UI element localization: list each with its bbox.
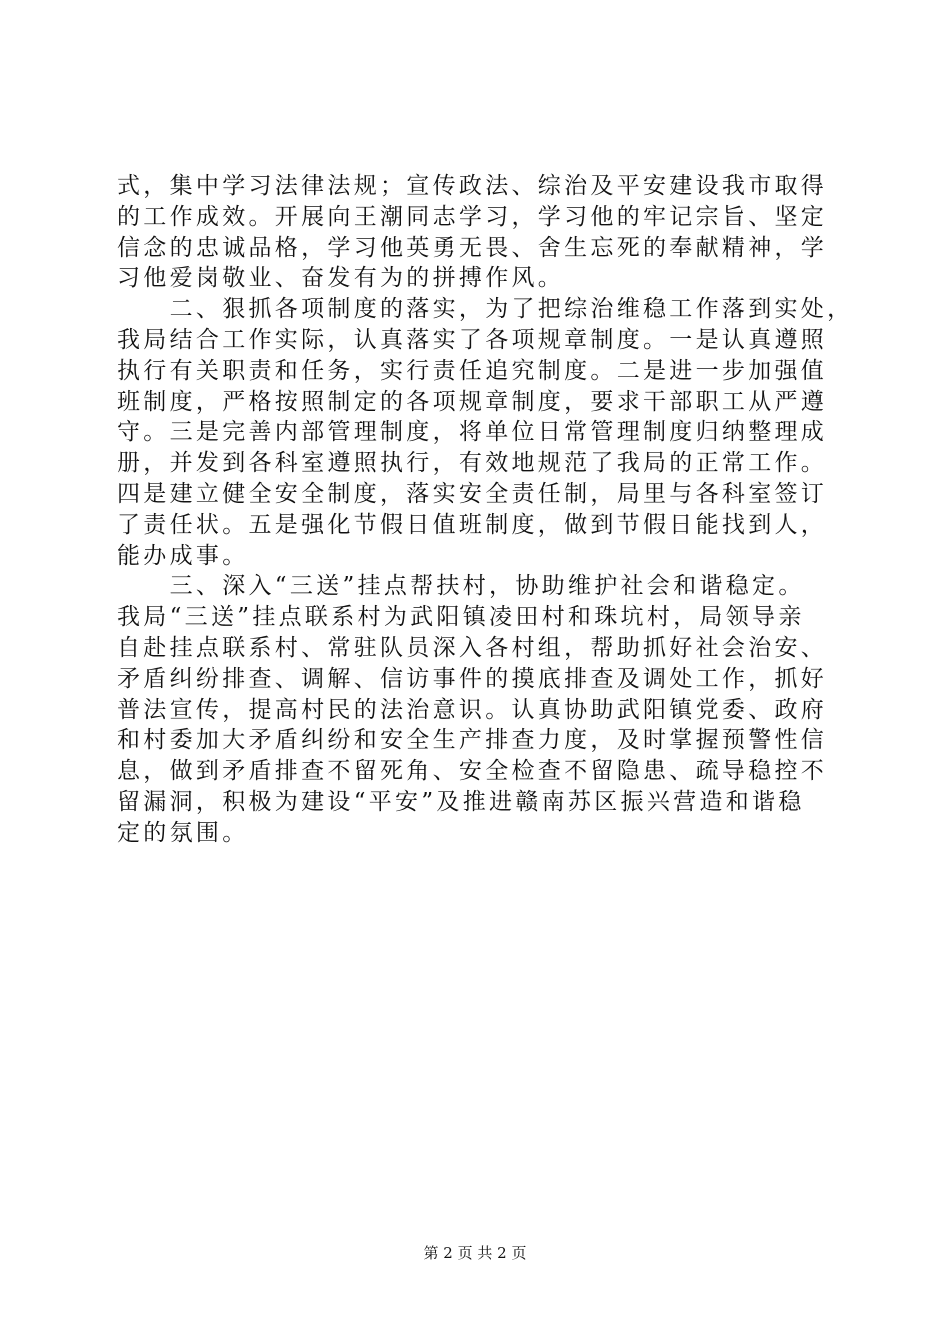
text-line: 的工作成效。开展向王潮同志学习，学习他的牢记宗旨、坚定 xyxy=(117,203,828,230)
text-line: 班制度，严格按照制定的各项规章制度，要求干部职工从严遵 xyxy=(117,388,828,415)
text-line: 我局“三送”挂点联系村为武阳镇凌田村和珠坑村，局领导亲 xyxy=(117,604,805,631)
text-line: 执行有关职责和任务，实行责任追究制度。二是进一步加强值 xyxy=(117,357,828,384)
text-line: 四是建立健全安全制度，落实安全责任制，局里与各科室签订 xyxy=(117,480,828,507)
text-line: 守。三是完善内部管理制度，将单位日常管理制度归纳整理成 xyxy=(117,419,828,446)
body-text xyxy=(117,171,854,849)
text-line: 式，集中学习法律法规；宣传政法、综治及平安建设我市取得 xyxy=(117,173,828,199)
text-line: 矛盾纠纷排查、调解、信访事件的摸底排查及调处工作，抓好 xyxy=(117,665,828,692)
text-line: 我局结合工作实际，认真落实了各项规章制度。一是认真遵照 xyxy=(117,326,828,353)
text-line: 能办成事。 xyxy=(117,542,249,569)
text-line: 三、深入“三送”挂点帮扶村，协助维护社会和谐稳定。 xyxy=(117,573,805,600)
text-line: 二、狠抓各项制度的落实，为了把综治维稳工作落到实处， xyxy=(117,296,854,323)
text-line: 和村委加大矛盾纠纷和安全生产排查力度，及时掌握预警性信 xyxy=(117,727,828,754)
text-line: 习他爱岗敬业、奋发有为的拼搏作风。 xyxy=(117,265,565,292)
page-number: 第 2 页 共 2 页 xyxy=(423,1244,527,1262)
text-line: 留漏洞，积极为建设“平安”及推进赣南苏区振兴营造和谐稳 xyxy=(117,788,805,815)
text-line: 自赴挂点联系村、常驻队员深入各村组，帮助抓好社会治安、 xyxy=(117,634,828,661)
text-line: 了责任状。五是强化节假日值班制度，做到节假日能找到人， xyxy=(117,511,828,538)
text-line: 册，并发到各科室遵照执行，有效地规范了我局的正常工作。 xyxy=(117,450,828,477)
text-line: 普法宣传，提高村民的法治意识。认真协助武阳镇党委、政府 xyxy=(117,696,828,723)
text-line: 定的氛围。 xyxy=(117,819,249,846)
text-line: 信念的忠诚品格，学习他英勇无畏、舍生忘死的奉献精神，学 xyxy=(117,234,828,261)
text-line: 息，做到矛盾排查不留死角、安全检查不留隐患、疏导稳控不 xyxy=(117,758,828,785)
